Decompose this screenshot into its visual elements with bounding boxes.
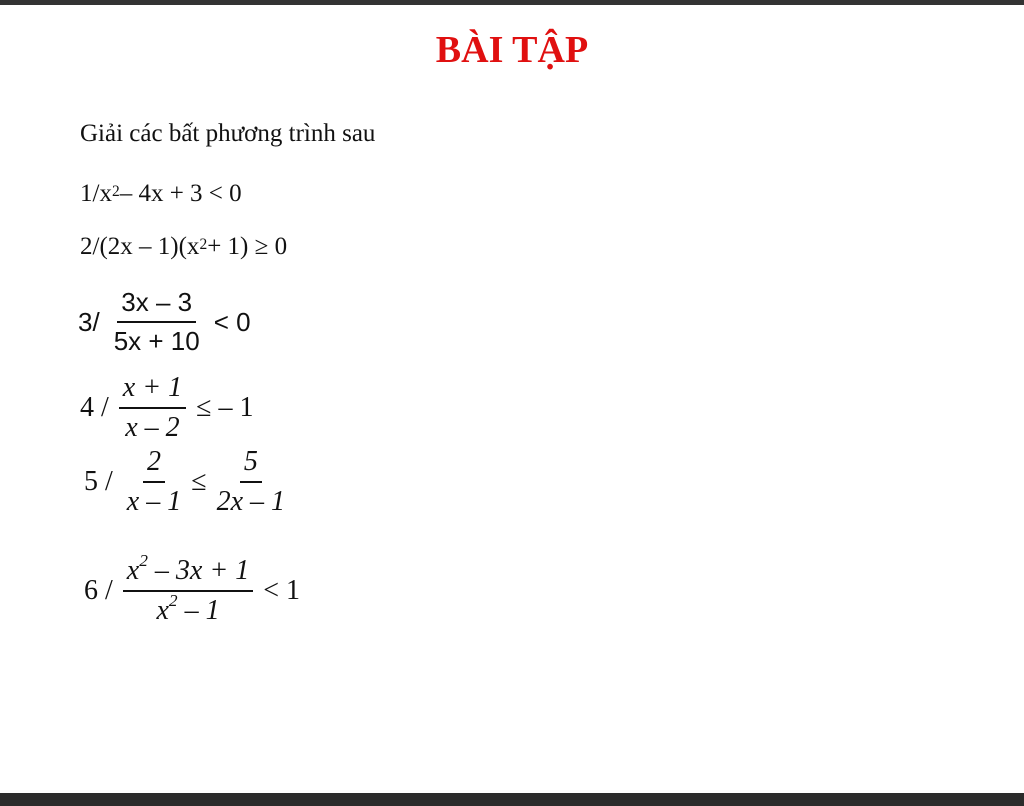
problem-6-numerator-x: x [126, 555, 140, 586]
problem-6-numerator-exponent: 2 [139, 551, 148, 571]
problem-5 [84, 446, 295, 518]
problem-3-numerator: 3x – 3 [117, 287, 196, 323]
problem-4-relation: ≤ – 1 [196, 392, 254, 423]
problem-2-expr-start: (2x – 1)(x [99, 233, 200, 260]
problem-4-fraction [119, 372, 186, 444]
problem-5-left-fraction [123, 446, 185, 518]
problem-6-numerator [123, 551, 253, 592]
problem-6-label: 6 / [84, 575, 113, 606]
problem-5-right-denominator: 2x – 1 [216, 486, 286, 517]
top-border [0, 0, 1024, 5]
bottom-border [0, 793, 1024, 806]
problem-4-denominator: x – 2 [125, 412, 180, 443]
problem-1-label: 1/ [80, 180, 100, 207]
problem-4 [80, 372, 253, 444]
problem-4-numerator: x + 1 [119, 372, 186, 409]
problem-2-label: 2/ [80, 233, 100, 260]
problem-2: 2/ (2x – 1)(x $^2$ + 1) ≥ 0 [80, 233, 288, 260]
problem-5-left-denominator: x – 1 [126, 486, 182, 517]
problem-6-denominator-rest: – 1 [177, 595, 220, 626]
problem-2-expr-end: + 1) ≥ 0 [207, 233, 288, 260]
problem-6-relation: < 1 [263, 575, 301, 606]
problem-3-relation: < 0 [213, 306, 251, 337]
problem-1: 1/ x $^2$ – 4x + 3 < 0 [80, 180, 242, 207]
problem-3-fraction [110, 287, 204, 357]
problem-6-denominator-x: x [156, 595, 169, 626]
problem-5-relation: ≤ [191, 466, 207, 497]
problem-6 [84, 551, 301, 627]
problem-3-label: 3/ [78, 306, 100, 337]
problem-6-fraction [123, 551, 253, 627]
problem-5-label: 5 / [84, 466, 113, 497]
problem-1-expr-end: – 4x + 3 < 0 [119, 180, 242, 207]
problem-1-expr-start: x [99, 180, 112, 207]
problem-5-left-numerator: 2 [143, 446, 165, 483]
problem-6-denominator [152, 592, 223, 627]
problem-5-right-fraction [213, 446, 289, 518]
problem-3 [78, 287, 251, 357]
problem-5-right-numerator: 5 [240, 446, 262, 483]
problem-6-denominator-exponent: 2 [168, 591, 178, 611]
instruction-text: Giải các bất phương trình sau [80, 120, 376, 147]
problem-6-numerator-rest: – 3x + 1 [147, 555, 250, 586]
page-title: BÀI TẬP [435, 29, 589, 71]
problem-3-denominator: 5x + 10 [113, 326, 200, 356]
problem-4-label: 4 / [80, 392, 109, 423]
